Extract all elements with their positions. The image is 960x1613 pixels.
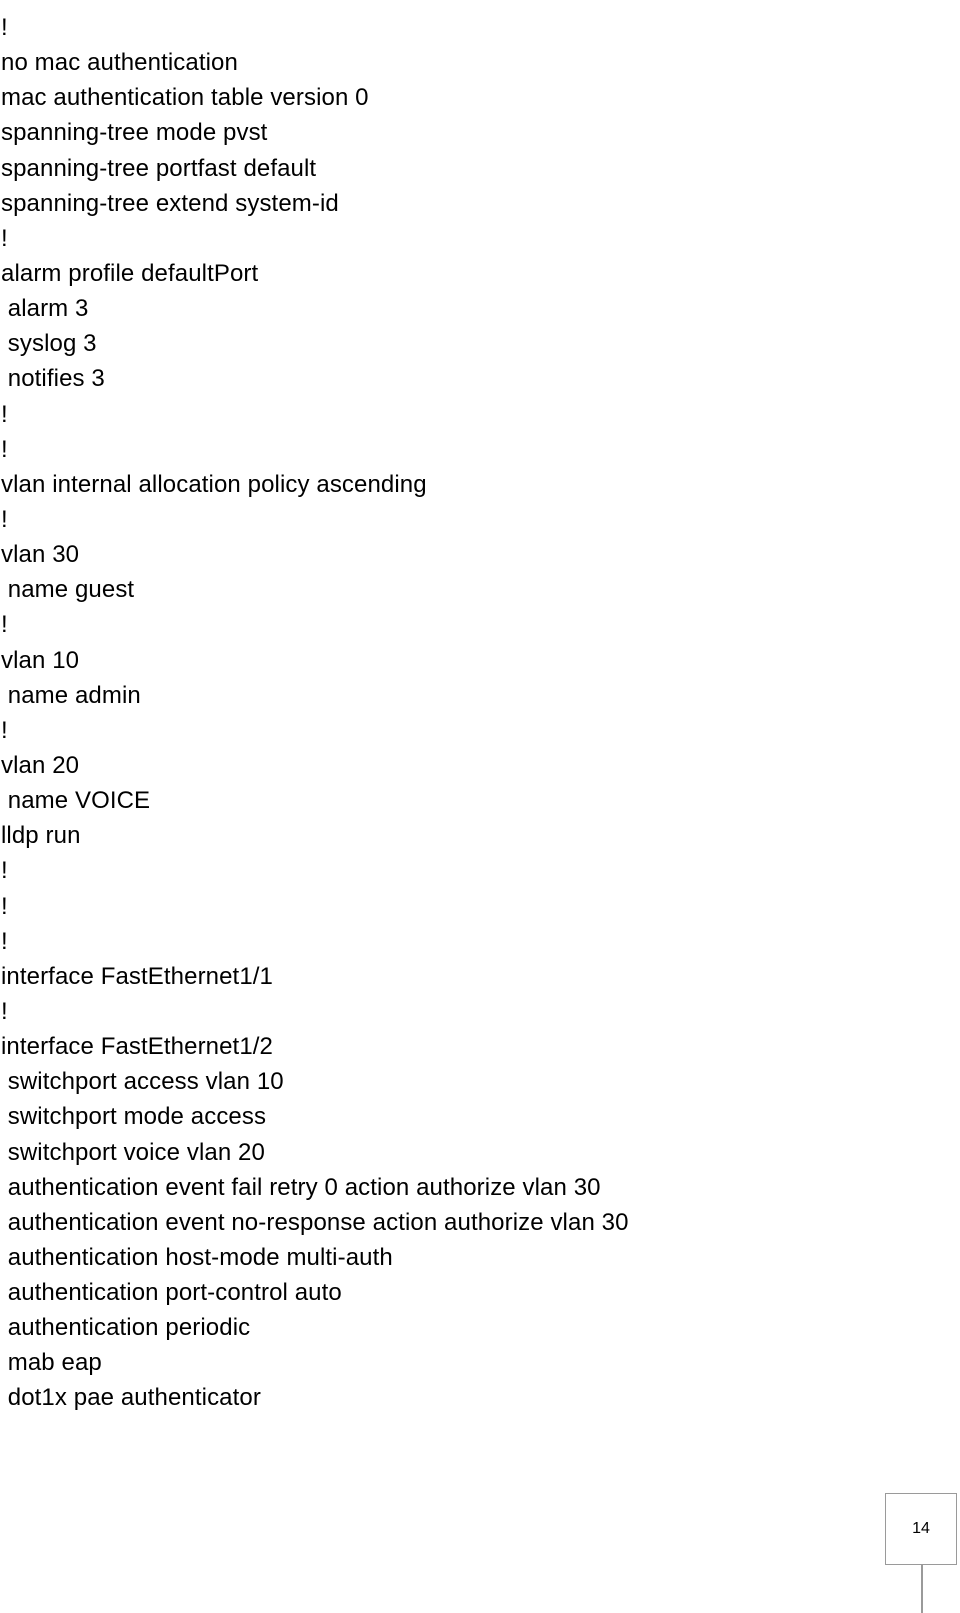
config-line: mab eap xyxy=(1,1349,102,1377)
config-separator: ! xyxy=(1,505,8,533)
config-line: name VOICE xyxy=(1,787,151,815)
config-separator: ! xyxy=(1,892,8,920)
config-separator: ! xyxy=(1,997,8,1025)
config-line: vlan internal allocation policy ascending xyxy=(1,470,427,498)
config-line: authentication port-control auto xyxy=(1,1279,342,1307)
config-line: name guest xyxy=(1,576,135,604)
config-line: switchport access vlan 10 xyxy=(1,1068,284,1096)
config-line: dot1x pae authenticator xyxy=(1,1384,261,1412)
config-line: switchport mode access xyxy=(1,1103,267,1131)
page-number-rule xyxy=(921,1565,923,1613)
config-line: authentication event no-response action authorize vlan 30 xyxy=(1,1208,629,1236)
config-line: spanning-tree mode pvst xyxy=(1,119,268,147)
config-line: authentication periodic xyxy=(1,1314,251,1342)
config-line: interface FastEthernet1/1 xyxy=(1,962,273,990)
config-line: vlan 20 xyxy=(1,751,80,779)
config-line: authentication event fail retry 0 action authorize vlan 30 xyxy=(1,1173,601,1201)
config-separator: ! xyxy=(1,927,8,955)
config-line: switchport voice vlan 20 xyxy=(1,1138,265,1166)
config-line: syslog 3 xyxy=(1,330,97,358)
config-line: interface FastEthernet1/2 xyxy=(1,1033,273,1061)
config-line: no mac authentication xyxy=(1,49,238,77)
config-line: spanning-tree extend system-id xyxy=(1,189,339,217)
config-line: alarm profile defaultPort xyxy=(1,259,259,287)
config-separator: ! xyxy=(1,435,8,463)
config-line: mac authentication table version 0 xyxy=(1,84,369,112)
config-line: authentication host-mode multi-auth xyxy=(1,1243,393,1271)
config-listing xyxy=(1,10,629,1416)
config-separator: ! xyxy=(1,224,8,252)
page-number-box xyxy=(885,1493,957,1565)
config-line: vlan 10 xyxy=(1,646,80,674)
config-line: spanning-tree portfast default xyxy=(1,154,317,182)
config-separator: ! xyxy=(1,716,8,744)
config-line: alarm 3 xyxy=(1,295,89,323)
config-line: notifies 3 xyxy=(1,365,105,393)
config-separator: ! xyxy=(1,400,8,428)
config-separator: ! xyxy=(1,611,8,639)
config-line: vlan 30 xyxy=(1,541,80,569)
page-number: 14 xyxy=(912,1520,930,1537)
config-separator: ! xyxy=(1,14,8,41)
config-separator: ! xyxy=(1,857,8,885)
config-line: lldp run xyxy=(1,822,81,850)
config-line: name admin xyxy=(1,681,141,709)
